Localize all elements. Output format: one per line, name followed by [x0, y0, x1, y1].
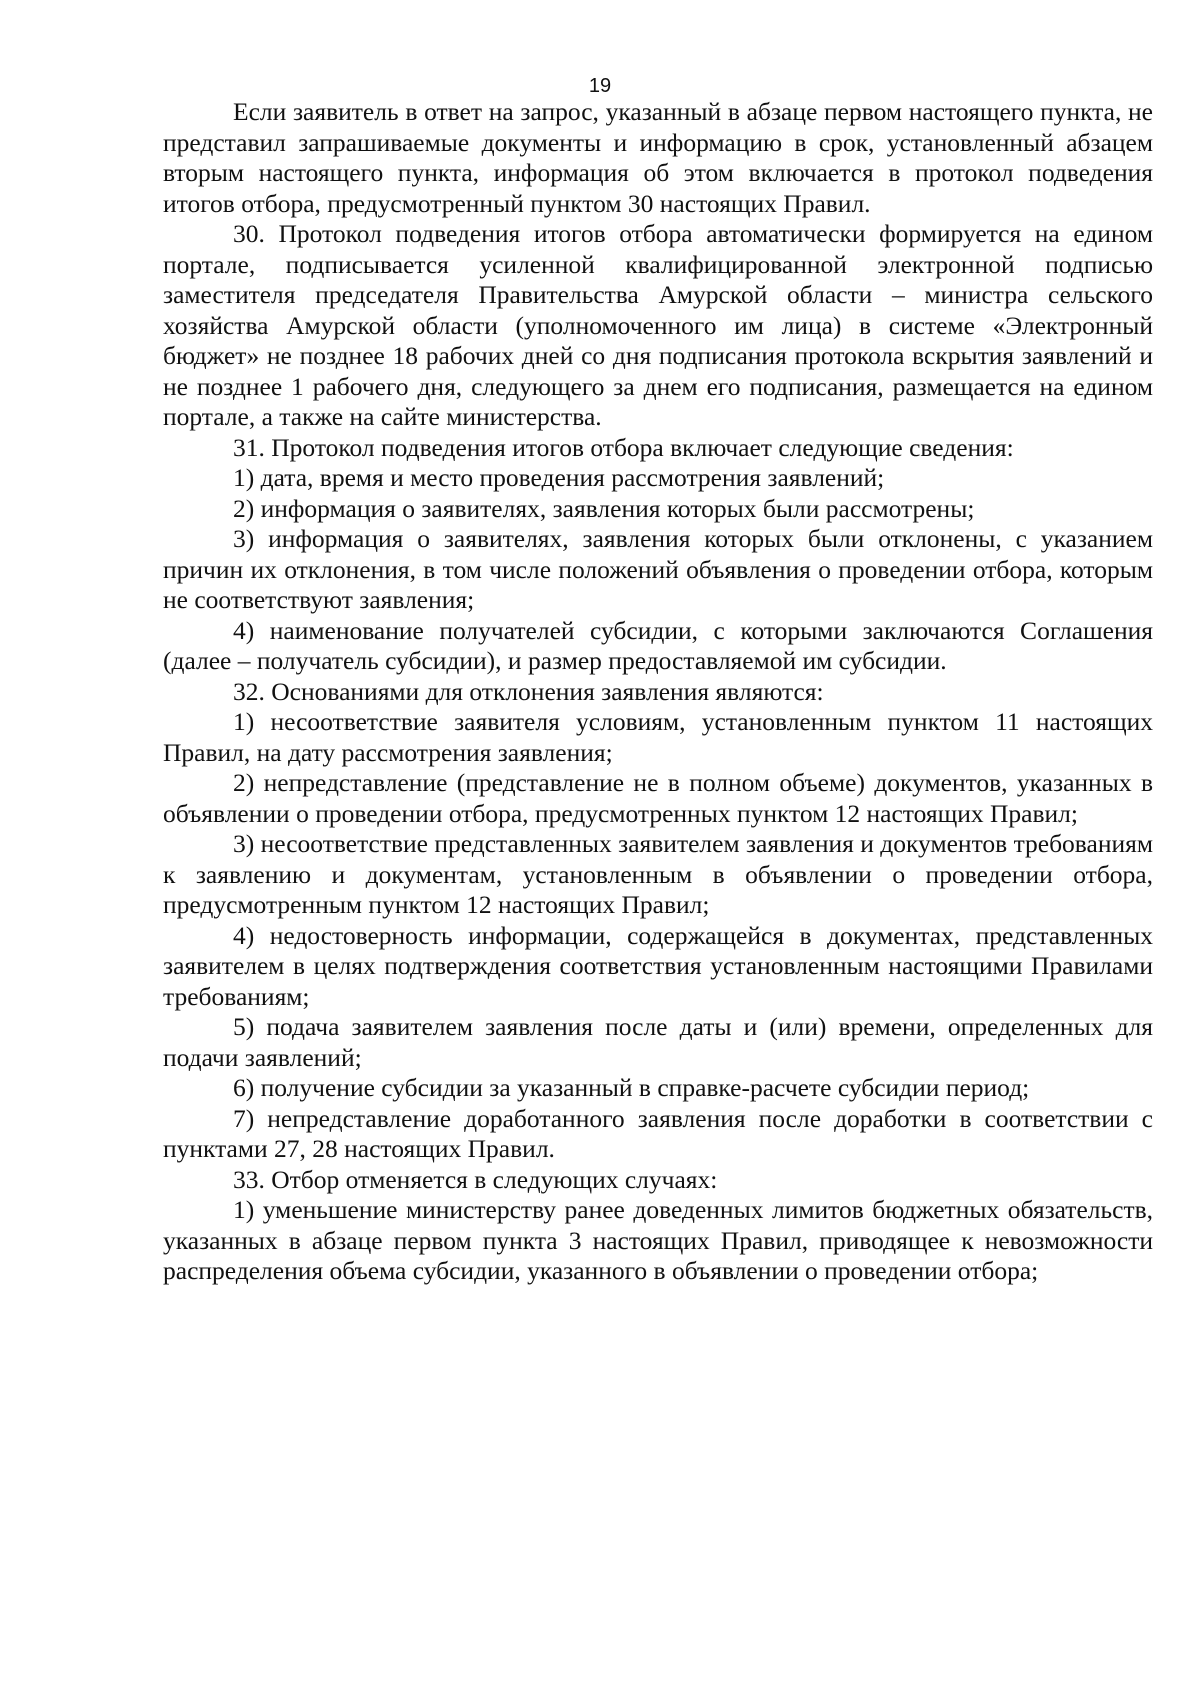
list-item-31-2: 2) информация о заявителях, заявления которых были рассмотрены;	[233, 493, 975, 523]
paragraph-31: 31. Протокол подведения итогов отбора включает следующие сведения:	[233, 432, 1014, 462]
list-item-32-2: 2) непредставление (представление не в полном объеме) документов, указанных в объявлении о проведении отбора, предусмотренных пунктом 12 настоящих Правил;	[163, 768, 1153, 828]
list-item-32-7: 7) непредставление доработанного заявления после доработки в соответствии с пунктами 27, 28 настоящих Правил.	[163, 1103, 1153, 1163]
list-item-32-6: 6) получение субсидии за указанный в справке-расчете субсидии период;	[233, 1073, 1030, 1102]
document-body	[163, 97, 1153, 1287]
paragraph-intro: Если заявитель в ответ на запрос, указанный в абзаце первом настоящего пункта, не представил запрашиваемые документы и информацию в срок, установленный абзацем вторым настоящего пункта, информация об этом включается в протокол подведения итогов отбора, предусмотренный пунктом 30 настоящих Правил.	[163, 97, 1153, 218]
list-item-32-1: 1) несоответствие заявителя условиям, установленным пунктом 11 настоящих Правил, на дату рассмотрения заявления;	[163, 707, 1153, 767]
paragraph-33: 33. Отбор отменяется в следующих случаях:	[233, 1164, 718, 1194]
list-item-33-1: 1) уменьшение министерству ранее доведенных лимитов бюджетных обязательств, указанных в абзаце первом пункта 3 настоящих Правил, приводящее к невозможности распределения объема субсидии, указанного в объявлении о проведении отбора;	[163, 1195, 1153, 1285]
paragraph-30: 30. Протокол подведения итогов отбора автоматически формируется на едином портале, подписывается усиленной квалифицированной электронной подписью заместителя председателя Правительства Амурской области – министра сельского хозяйства Амурской области (уполномоченного им лица) в системе «Электронный бюджет» не позднее 18 рабочих дней со дня подписания протокола вскрытия заявлений и не позднее 1 рабочего дня, следующего за днем его подписания, размещается на едином портале, а также на сайте министерства.	[163, 219, 1153, 431]
list-item-32-4: 4) недостоверность информации, содержащейся в документах, представленных заявителем в целях подтверждения соответствия установленным настоящими Правилами требованиям;	[163, 920, 1153, 1011]
list-item-32-3: 3) несоответствие представленных заявителем заявления и документов требованиям к заявлению и документам, установленным в объявлении о проведении отбора, предусмотренным пунктом 12 настоящих Правил;	[163, 829, 1153, 919]
list-item-31-3: 3) информация о заявителях, заявления которых были отклонены, с указанием причин их отклонения, в том числе положений объявления о проведении отбора, которым не соответствуют заявления;	[163, 524, 1153, 614]
page-number: 19	[588, 75, 612, 97]
list-item-31-1: 1) дата, время и место проведения рассмотрения заявлений;	[233, 463, 885, 492]
paragraph-32: 32. Основаниями для отклонения заявления являются:	[233, 676, 824, 706]
list-item-32-5: 5) подача заявителем заявления после даты и (или) времени, определенных для подачи заявлений;	[163, 1012, 1153, 1072]
list-item-31-4: 4) наименование получателей субсидии, с которыми заключаются Соглашения (далее – получатель субсидии), и размер предоставляемой им субсидии.	[163, 615, 1153, 675]
